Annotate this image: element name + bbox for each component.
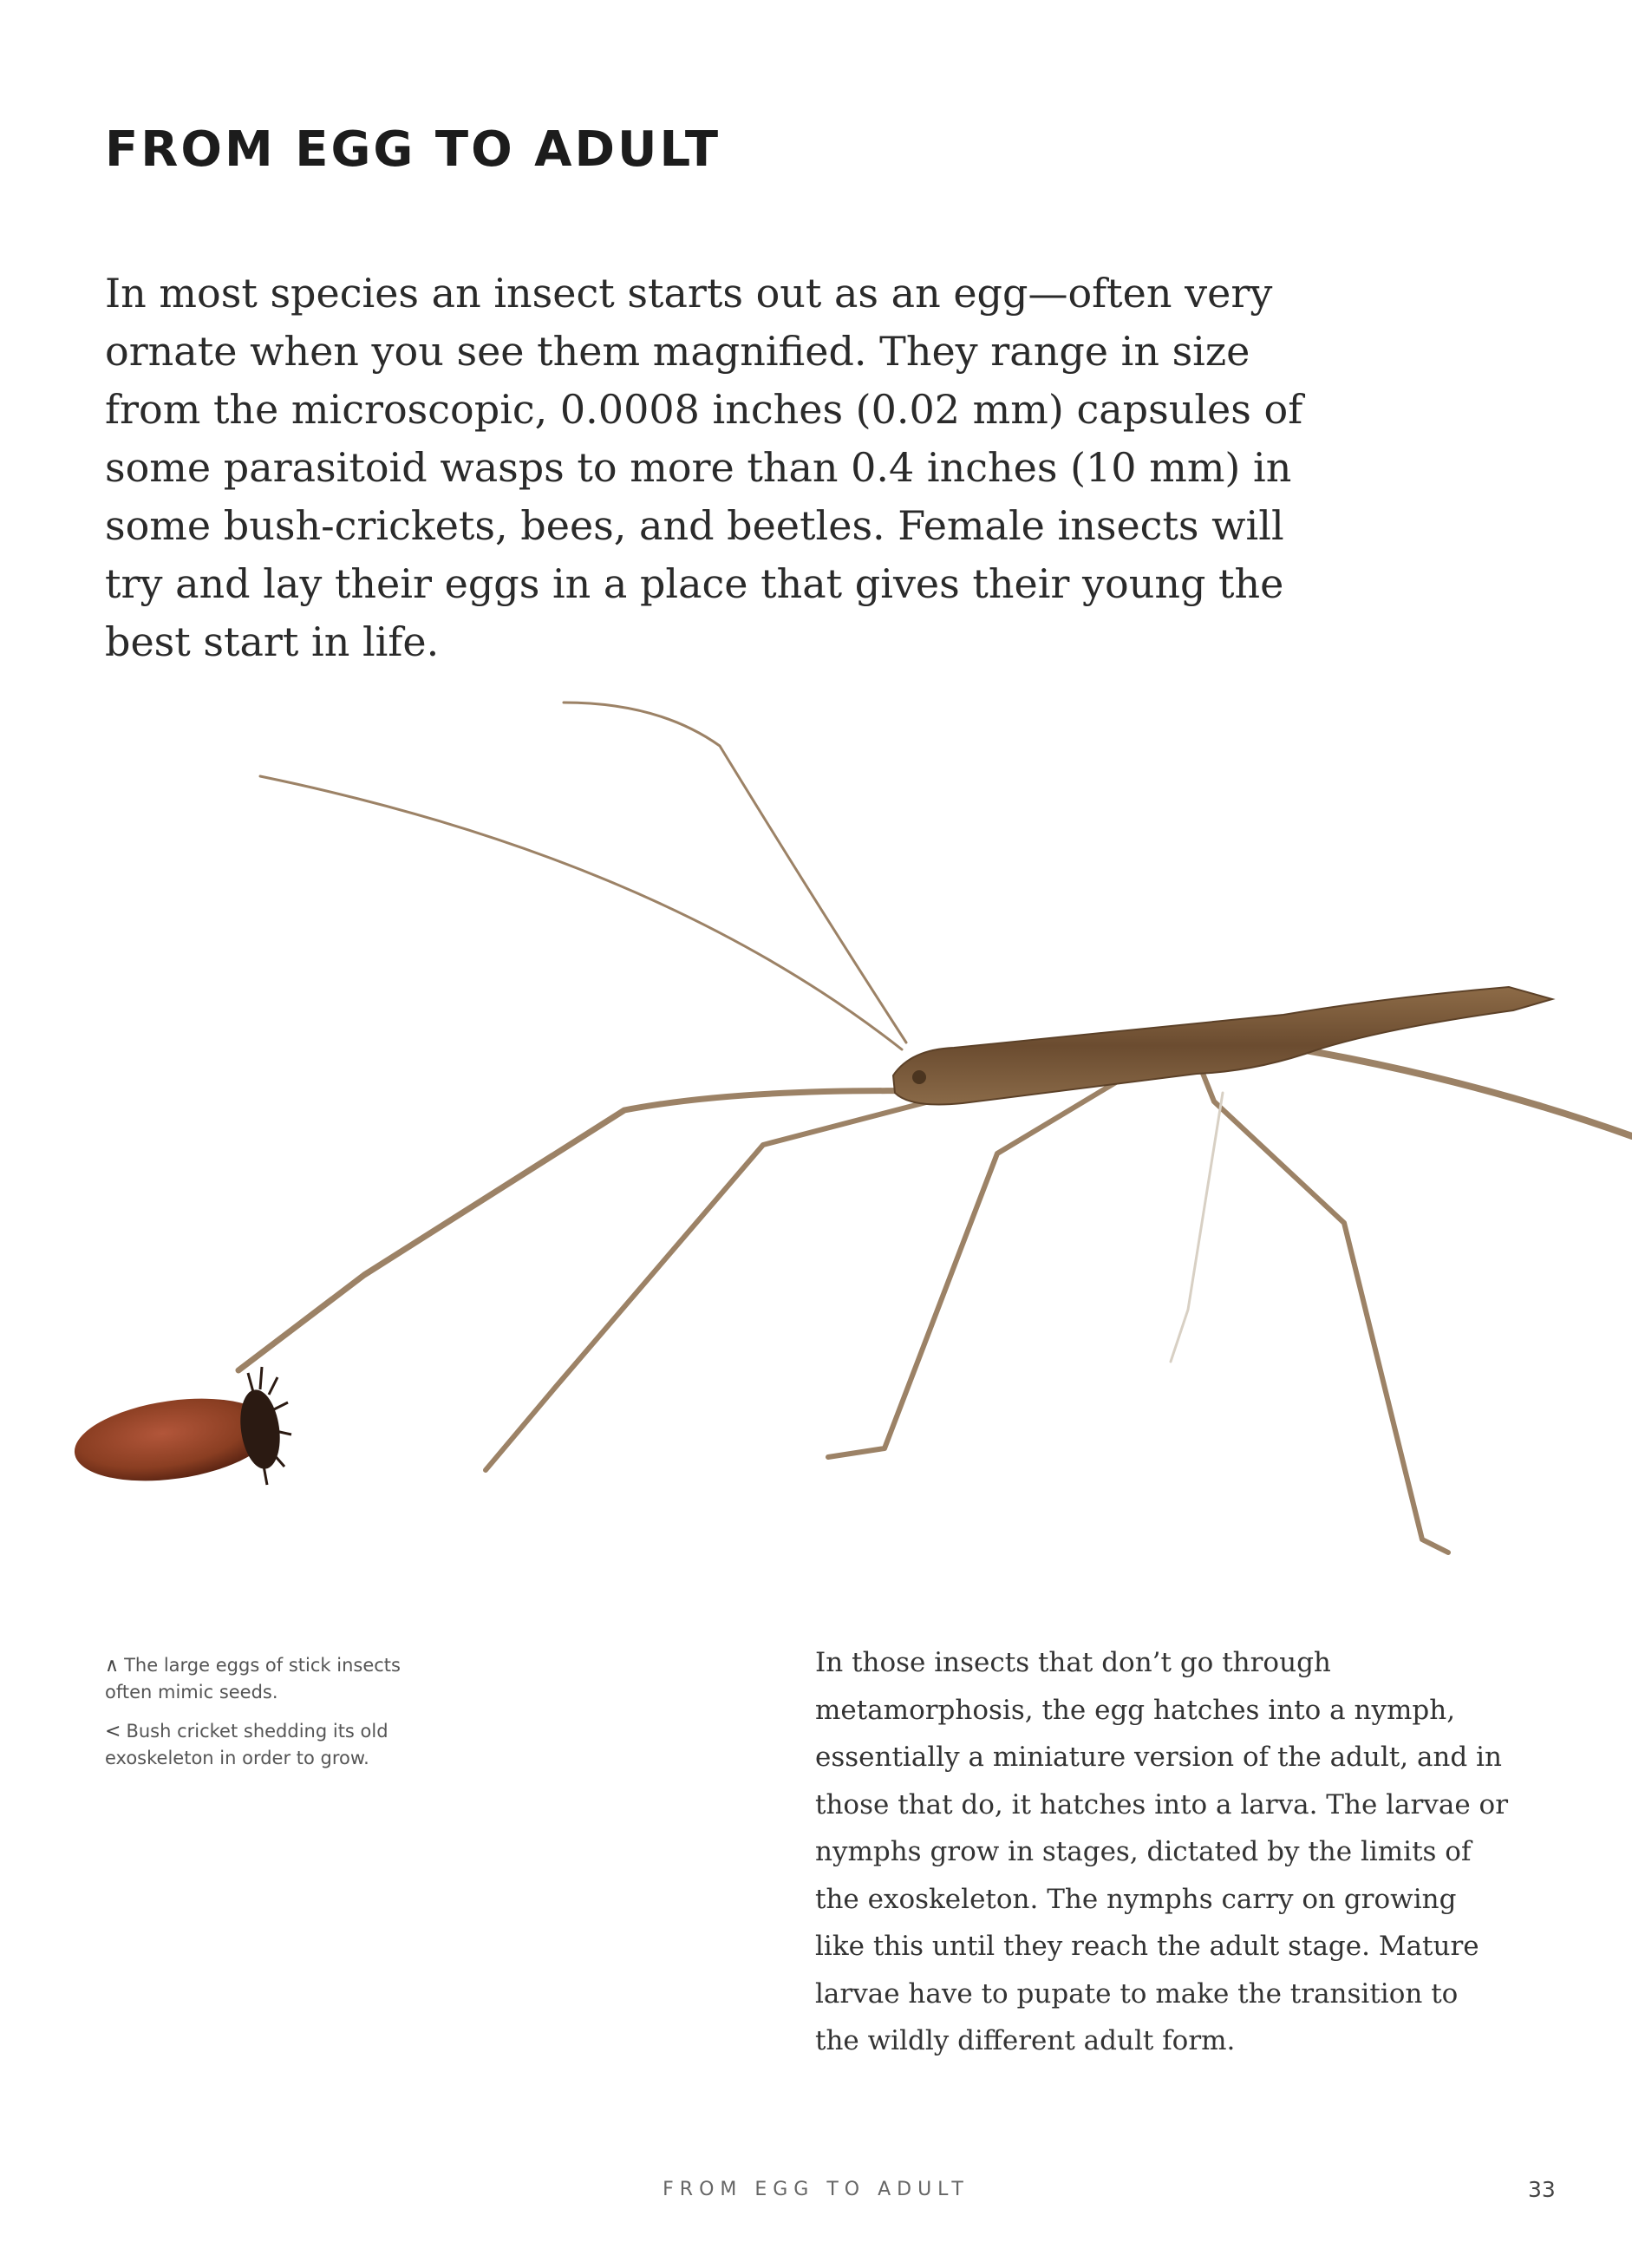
caption-cricket-text: Bush cricket shedding its old exoskeleton in order to grow. — [105, 1721, 388, 1768]
stick-insect-egg — [69, 1367, 291, 1493]
caption-egg-text: The large eggs of stick insects often mimic seeds. — [105, 1655, 401, 1703]
stick-insect-illustration — [0, 685, 1632, 1587]
page-heading: FROM EGG TO ADULT — [105, 121, 721, 178]
page-number: 33 — [1528, 2177, 1556, 2202]
photo-captions — [105, 1652, 452, 1784]
running-footer: FROM EGG TO ADULT — [663, 2179, 969, 2200]
body-paragraph: In those insects that don’t go through metamorphosis, the egg hatches into a nymph, essentially a miniature version of the adult, and in those that do, it hatches into a larva. The larvae or nymphs grow in stages, dictated by the limits of the exoskeleton. The nymphs carry on growing like this until they reach the adult stage. Mature larvae have to pupate to make the transition to the wildly different adult form. — [815, 1647, 1509, 2056]
intro-paragraph: In most species an insect starts out as an egg—often very ornate when you see them magnified. They range in size from the microscopic, 0.0008 inches (0.02 mm) capsules of some parasitoid wasps to more than 0.4 inches (10 mm) in some bush-crickets, bees, and beetles. Female insects will try and lay their eggs in a place that gives their young the best start in life. — [105, 270, 1303, 665]
antennae — [260, 703, 906, 1049]
caption-egg — [105, 1652, 452, 1706]
caption-cricket — [105, 1718, 452, 1772]
up-arrow-icon: ∧ — [105, 1655, 120, 1676]
left-arrow-icon: < — [105, 1721, 121, 1742]
insect-body — [893, 987, 1552, 1105]
stick-insect-photo — [0, 685, 1632, 1587]
legs — [238, 1049, 1632, 1552]
